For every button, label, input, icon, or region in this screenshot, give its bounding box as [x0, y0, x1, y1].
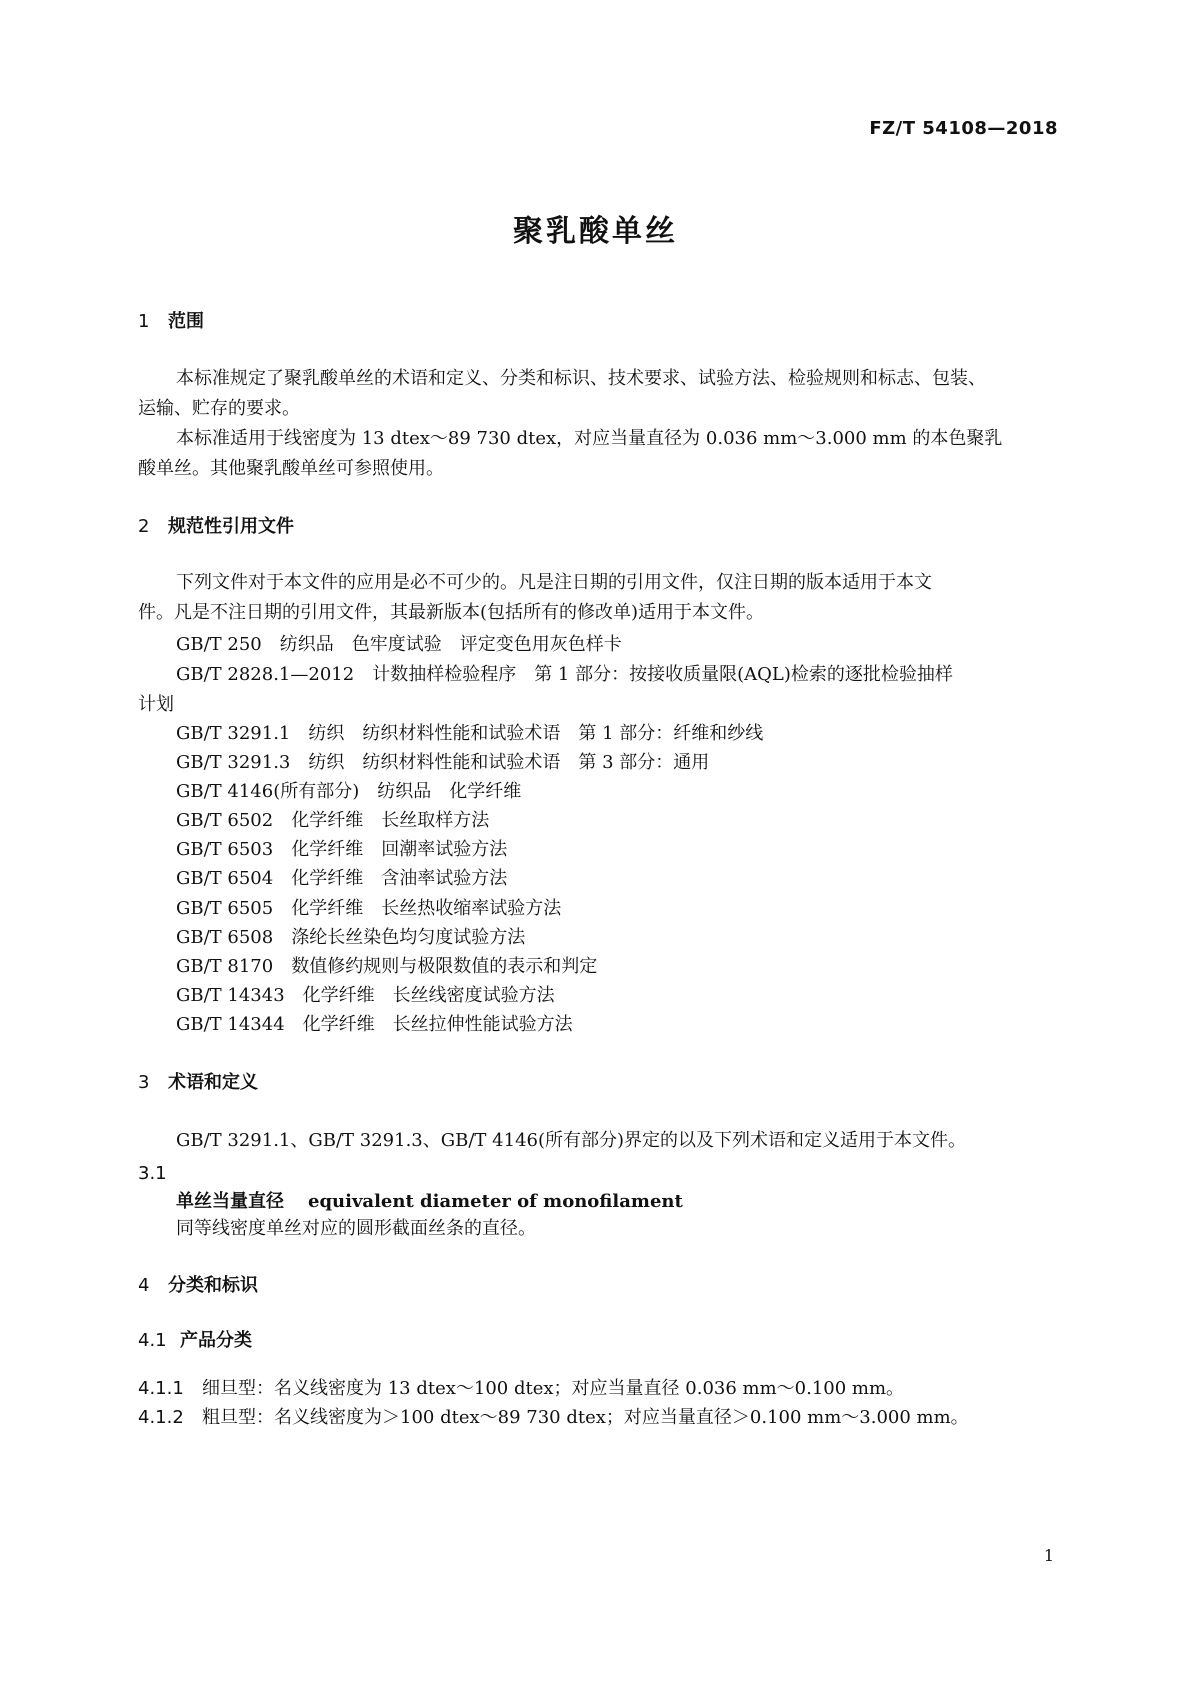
section-number: 3	[138, 1072, 150, 1093]
subsection-title: 产品分类	[180, 1330, 252, 1351]
section-title: 术语和定义	[168, 1072, 258, 1093]
reference-item: GB/T 6508 涤纶长丝染色均匀度试验方法	[176, 927, 526, 948]
reference-item: GB/T 3291.3 纺织 纺织材料性能和试验术语 第 3 部分：通用	[176, 752, 710, 773]
reference-item: GB/T 6504 化学纤维 含油率试验方法	[176, 868, 508, 889]
paragraph-line: 本标准规定了聚乳酸单丝的术语和定义、分类和标识、技术要求、试验方法、检验规则和标志、包装、	[176, 368, 986, 389]
term-chinese: 单丝当量直径	[176, 1191, 284, 1212]
clause-number: 4.1.2	[138, 1407, 184, 1428]
terms-intro: GB/T 3291.1、GB/T 3291.3、GB/T 4146(所有部分)界定的以及下列术语和定义适用于本文件。	[176, 1130, 967, 1151]
section-2-heading	[138, 512, 294, 538]
reference-item-continuation: 计划	[138, 694, 174, 715]
reference-item: GB/T 3291.1 纺织 纺织材料性能和试验术语 第 1 部分：纤维和纱线	[176, 723, 764, 744]
section-number: 4	[138, 1275, 150, 1296]
clause-text: 粗旦型：名义线密度为＞100 dtex～89 730 dtex；对应当量直径＞0.100 mm～3.000 mm。	[202, 1407, 969, 1428]
section-number: 2	[138, 516, 150, 537]
clause-text: 细旦型：名义线密度为 13 dtex～100 dtex；对应当量直径 0.036 mm～0.100 mm。	[202, 1378, 905, 1399]
subsection-4-1-heading	[138, 1326, 252, 1352]
term-definition: 同等线密度单丝对应的圆形截面丝条的直径。	[176, 1218, 536, 1239]
section-number: 1	[138, 311, 150, 332]
section-4-heading	[138, 1271, 258, 1297]
reference-item: GB/T 6503 化学纤维 回潮率试验方法	[176, 839, 508, 860]
reference-item: GB/T 14343 化学纤维 长丝线密度试验方法	[176, 985, 555, 1006]
section-3-heading	[138, 1068, 258, 1094]
scope-paragraph-2	[138, 424, 1058, 484]
reference-item: GB/T 2828.1—2012 计数抽样检验程序 第 1 部分：按接收质量限(AQL)检索的逐批检验抽样	[176, 664, 953, 685]
term-entry	[176, 1187, 683, 1213]
reference-item: GB/T 6505 化学纤维 长丝热收缩率试验方法	[176, 898, 562, 919]
paragraph-line: 件。凡是不注日期的引用文件，其最新版本(包括所有的修改单)适用于本文件。	[138, 602, 765, 623]
term-number: 3.1	[138, 1163, 167, 1184]
clause-4-1-2	[138, 1403, 969, 1429]
document-title: 聚乳酸单丝	[513, 214, 678, 249]
section-title: 范围	[168, 311, 204, 332]
reference-item: GB/T 6502 化学纤维 长丝取样方法	[176, 810, 490, 831]
paragraph-line: 本标准适用于线密度为 13 dtex～89 730 dtex，对应当量直径为 0.036 mm～3.000 mm 的本色聚乳	[176, 428, 1003, 449]
clause-4-1-1	[138, 1374, 904, 1400]
reference-item: GB/T 250 纺织品 色牢度试验 评定变色用灰色样卡	[176, 634, 622, 655]
reference-item: GB/T 8170 数值修约规则与极限数值的表示和判定	[176, 956, 598, 977]
reference-item: GB/T 4146(所有部分) 纺织品 化学纤维	[176, 781, 522, 802]
section-title: 分类和标识	[168, 1275, 258, 1296]
section-1-heading	[138, 307, 204, 333]
section-title: 规范性引用文件	[168, 516, 294, 537]
reference-item: GB/T 14344 化学纤维 长丝拉伸性能试验方法	[176, 1014, 573, 1035]
paragraph-line: 酸单丝。其他聚乳酸单丝可参照使用。	[138, 458, 444, 479]
standard-code: FZ/T 54108—2018	[869, 118, 1058, 139]
normative-references-intro	[138, 568, 1058, 628]
page-number: 1	[1043, 1546, 1054, 1565]
paragraph-line: 下列文件对于本文件的应用是必不可少的。凡是注日期的引用文件，仅注日期的版本适用于本文	[176, 572, 932, 593]
paragraph-line: 运输、贮存的要求。	[138, 398, 300, 419]
clause-number: 4.1.1	[138, 1378, 184, 1399]
term-english: equivalent diameter of monofilament	[308, 1191, 683, 1212]
scope-paragraph-1	[138, 364, 1058, 424]
subsection-number: 4.1	[138, 1330, 167, 1351]
